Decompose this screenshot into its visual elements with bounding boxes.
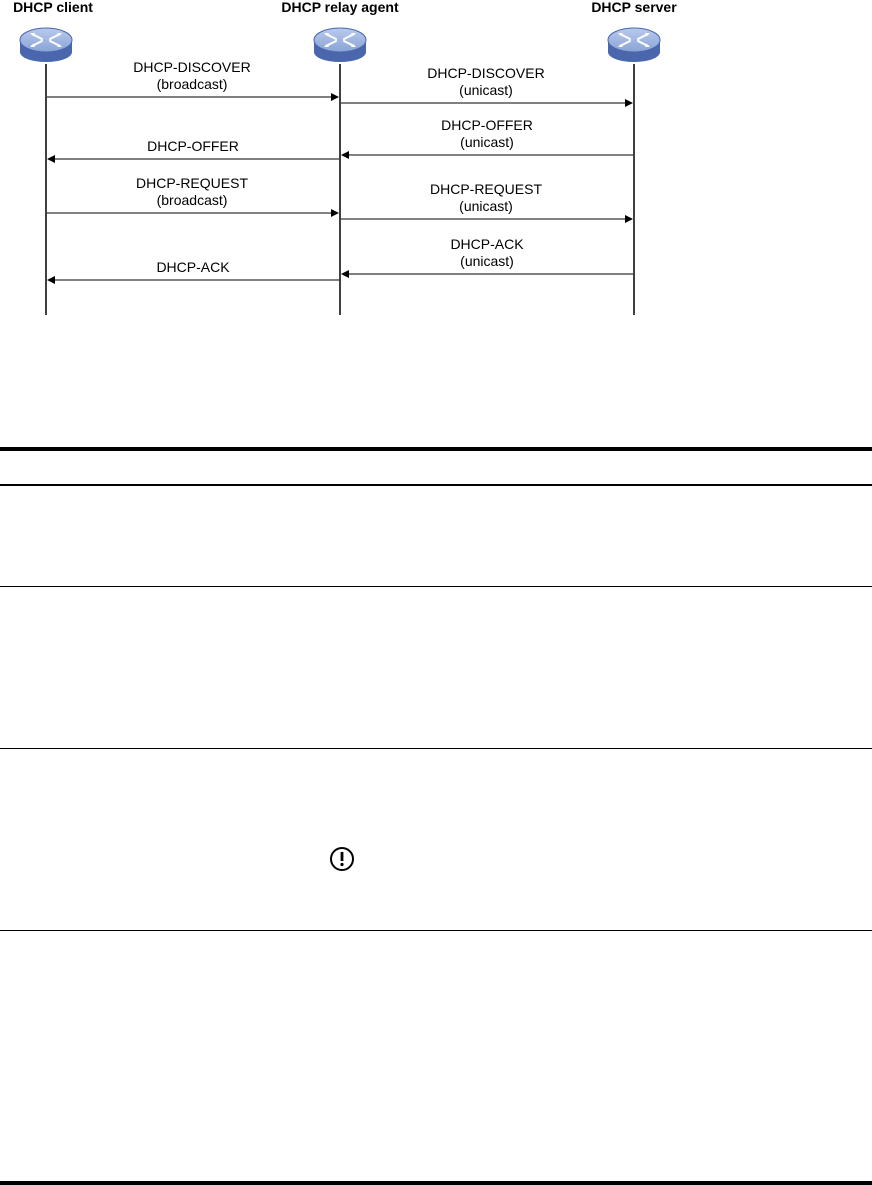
- table-row-divider: [0, 586, 872, 587]
- message-label: DHCP-OFFER: [441, 117, 533, 133]
- message-label: DHCP-DISCOVER: [133, 59, 251, 75]
- message-label: (unicast): [460, 134, 514, 150]
- router-icon: [608, 28, 660, 62]
- message-label: DHCP-OFFER: [147, 138, 239, 154]
- table-header-rule: [0, 484, 872, 486]
- table-bottom-rule: [0, 1181, 872, 1185]
- message-label: (unicast): [460, 253, 514, 269]
- table-top-rule: [0, 447, 872, 451]
- message-label: DHCP-DISCOVER: [427, 65, 545, 81]
- message-label: DHCP-REQUEST: [135, 175, 249, 191]
- router-icon: [20, 28, 72, 62]
- actor-label-relay: DHCP relay agent: [281, 0, 399, 15]
- message-label: DHCP-ACK: [156, 259, 230, 275]
- message-label: (broadcast): [156, 192, 228, 208]
- table-row-divider: [0, 748, 872, 749]
- router-icon: [314, 28, 366, 62]
- message-label: (unicast): [459, 82, 513, 98]
- actor-label-server: DHCP server: [591, 0, 677, 15]
- message-label: (unicast): [459, 198, 513, 214]
- caution-icon: [329, 846, 355, 872]
- dhcp-relay-sequence-diagram: [0, 0, 872, 330]
- message-label: DHCP-ACK: [450, 236, 524, 252]
- table-row-divider: [0, 930, 872, 931]
- actor-label-client: DHCP client: [13, 0, 93, 15]
- message-label: (broadcast): [156, 76, 228, 92]
- message-label: DHCP-REQUEST: [429, 181, 543, 197]
